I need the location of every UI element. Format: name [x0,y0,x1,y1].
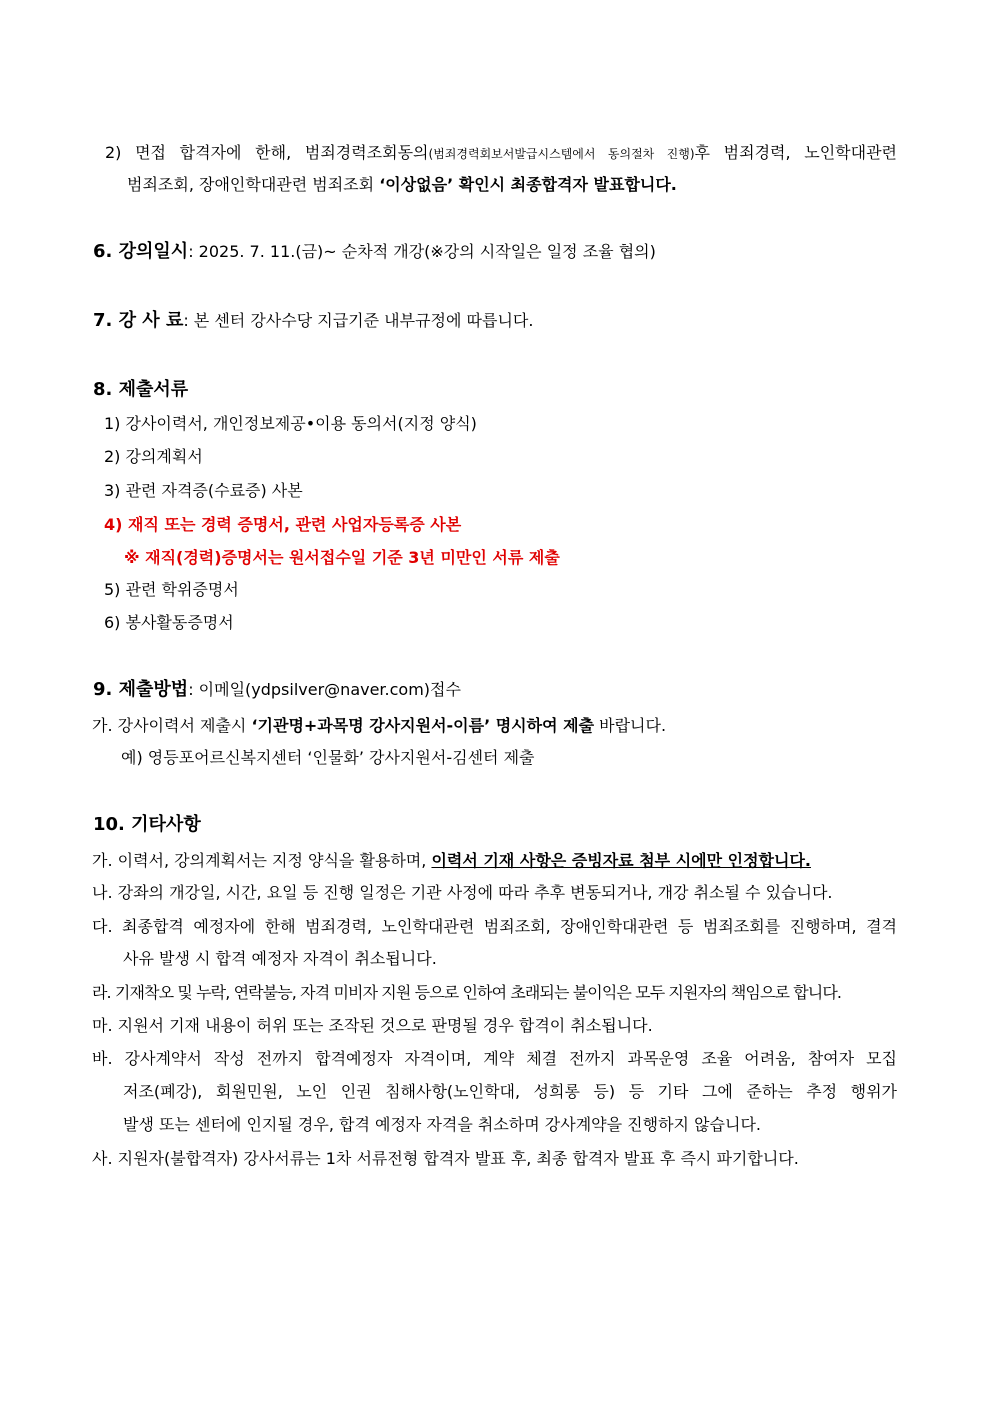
section-10-item-ba-line-1: 바. 강사계약서 작성 전까지 합격예정자 자격이며, 계약 체결 전까지 과목운영 조율 어려움, 참여자 모집 [92,1049,897,1068]
section-9-submission-method [93,679,461,701]
section-10-item-sa: 사. 지원자(불합격자) 강사서류는 1차 서류전형 합격자 발표 후, 최종 합격자 발표 후 즉시 파기합니다. [92,1149,799,1168]
document-item-4: 4) 재직 또는 경력 증명서, 관련 사업자등록증 사본 [104,515,462,534]
section-10-item-da-line-1: 다. 최종합격 예정자에 한해 범죄경력, 노인학대관련 범죄조회, 장애인학대관련 등 범죄조회를 진행하며, 결격 [92,917,897,936]
section-10-item-ba-line-3: 발생 또는 센터에 인지될 경우, 합격 예정자 자격을 취소하며 강사계약을 진행하지 않습니다. [123,1115,761,1134]
section-9-item-ga [92,715,666,737]
section-8-heading: 8. 제출서류 [93,379,189,400]
document-item-3: 3) 관련 자격증(수료증) 사본 [104,481,303,500]
document-item-6: 6) 봉사활동증명서 [104,613,234,632]
section-9-ga-text: 가. 강사이력서 제출시 [92,716,252,735]
section-10-item-ra: 라. 기재착오 및 누락, 연락불능, 자격 미비자 지원 등으로 인하여 초래되는 불이익은 모두 지원자의 책임으로 합니다. [92,983,842,1002]
section-6-lecture-date [93,241,656,263]
document-item-1: 1) 강사이력서, 개인정보제공•이용 동의서(지정 양식) [104,414,477,433]
section-7-lecture-fee [93,310,533,332]
section-7-text: : 본 센터 강사수당 지급기준 내부규정에 따릅니다. [183,311,534,330]
document-item-4-note: ※ 재직(경력)증명서는 원서접수일 기준 3년 미만인 서류 제출 [124,548,560,567]
section-10-item-ma: 마. 지원서 기재 내용이 허위 또는 조작된 것으로 판명될 경우 합격이 취소됩니다. [92,1016,653,1035]
item2-bold-note: ‘이상없음’ 확인시 최종합격자 발표합니다. [379,175,677,194]
item2-text-b: 후 범죄경력, 노인학대관련 [694,143,897,162]
section-10-heading: 10. 기타사항 [93,814,201,835]
section-10-item-ga [92,850,811,872]
document-item-2: 2) 강의계획서 [104,447,203,466]
section-9-email-text: : 이메일(ydpsilver@naver.com)접수 [188,680,461,699]
item2-text-a: 2) 면접 합격자에 한해, 범죄경력조회동의 [105,143,429,162]
section-6-text: : 2025. 7. 11.(금)~ 순차적 개강(※강의 시작일은 일정 조율 협의) [188,242,656,261]
interview-criminal-check-line-2 [127,174,677,196]
section-9-ga-bold: ‘기관명+과목명 강사지원서-이름’ 명시하여 제출 [251,716,595,735]
section-7-heading: 7. 강 사 료 [93,310,184,331]
item2-small-note: (범죄경력회보서발급시스템에서 동의절차 진행) [428,147,695,161]
section-10-item-na: 나. 강좌의 개강일, 시간, 요일 등 진행 일정은 기관 사정에 따라 추후 변동되거나, 개강 취소될 수 있습니다. [92,883,833,902]
section-10-ga-text: 가. 이력서, 강의계획서는 지정 양식을 활용하며, [92,851,432,870]
item2-text-c: 범죄조회, 장애인학대관련 범죄조회 [127,175,380,194]
section-9-ga-end: 바랍니다. [594,716,667,735]
section-9-example: 예) 영등포어르신복지센터 ‘인물화’ 강사지원서-김센터 제출 [121,748,535,767]
section-10-item-da-line-2: 사유 발생 시 합격 예정자 자격이 취소됩니다. [123,949,437,968]
section-10-item-ba-line-2: 저조(폐강), 회원민원, 노인 인권 침해사항(노인학대, 성희롱 등) 등 기타 그에 준하는 추정 행위가 [123,1082,897,1101]
interview-criminal-check-line-1 [105,142,897,165]
section-9-heading: 9. 제출방법 [93,679,189,700]
section-10-ga-underlined: 이력서 기재 사항은 증빙자료 첨부 시에만 인정합니다. [431,851,811,870]
document-item-5: 5) 관련 학위증명서 [104,580,239,599]
section-6-heading: 6. 강의일시 [93,241,189,262]
